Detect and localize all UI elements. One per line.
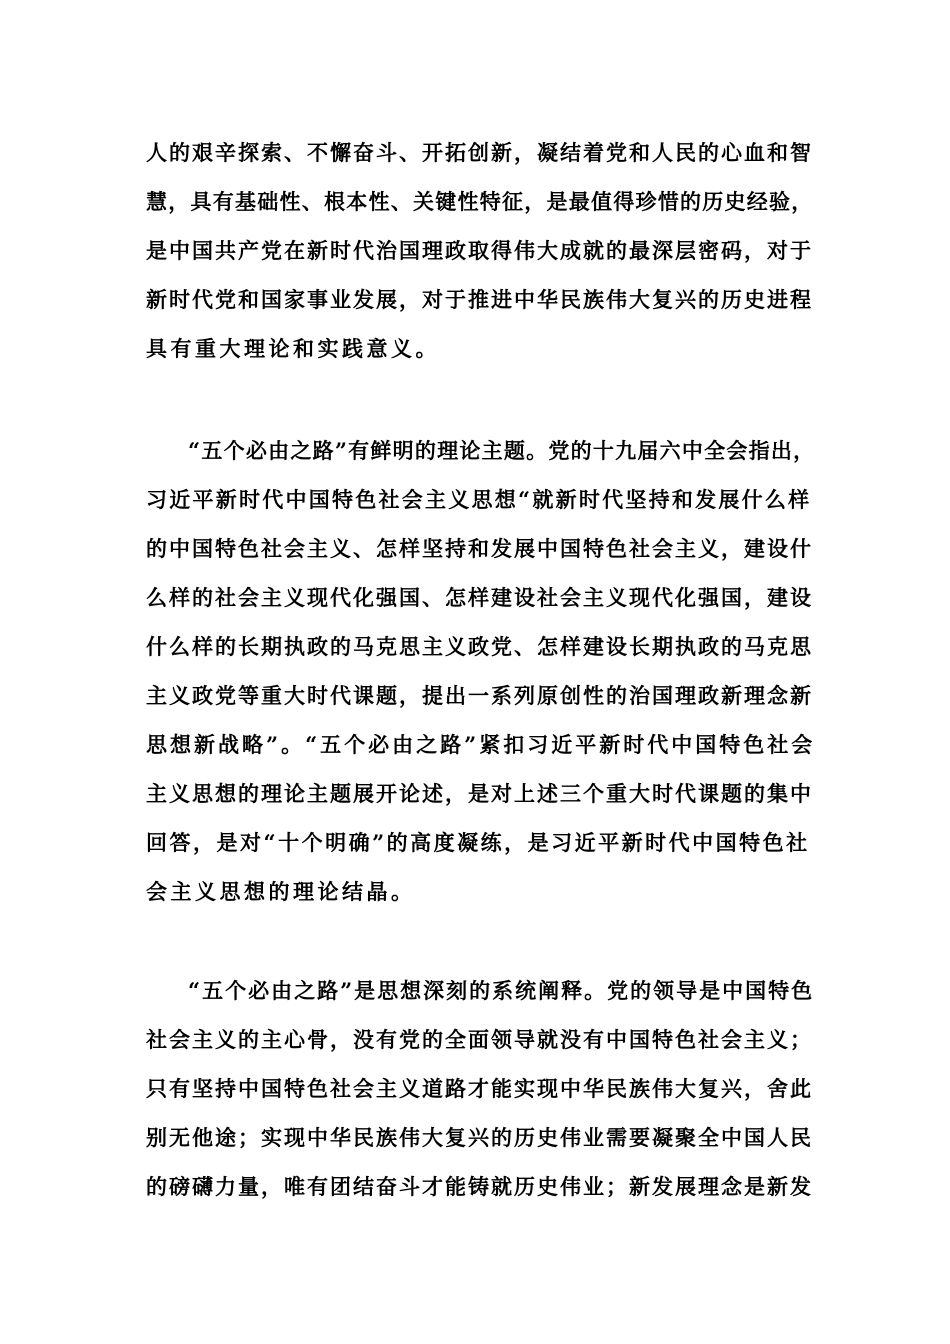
- paragraph-line: 只有坚持中国特色社会主义道路才能实现中华民族伟大复兴，舍此: [146, 1076, 813, 1101]
- paragraph-line: 社会主义的主心骨，没有党的全面领导就没有中国特色社会主义；: [146, 1027, 813, 1052]
- paragraph-line: 思想新战略”。“五个必由之路”紧扣习近平新时代中国特色社会: [146, 732, 816, 757]
- paragraph-line: 人的艰辛探索、不懈奋斗、开拓创新，凝结着党和人民的心血和智: [146, 140, 813, 165]
- paragraph-line: 主义政党等重大时代课题，提出一系列原创性的治国理政新理念新: [146, 683, 813, 708]
- paragraph-line: 习近平新时代中国特色社会主义思想“就新时代坚持和发展什么样: [146, 487, 812, 512]
- paragraph-line: 是中国共产党在新时代治国理政取得伟大成就的最深层密码，对于: [146, 238, 813, 263]
- paragraph-line: 具有重大理论和实践意义。: [146, 336, 440, 361]
- paragraph-line: “五个必由之路”是思想深刻的系统阐释。党的领导是中国特色: [188, 978, 815, 1003]
- paragraph-line: 新时代党和国家事业发展，对于推进中华民族伟大复兴的历史进程: [146, 287, 813, 312]
- paragraph-line: 么样的社会主义现代化强国、怎样建设社会主义现代化强国，建设: [146, 585, 813, 610]
- paragraph-line: 的中国特色社会主义、怎样坚持和发展中国特色社会主义，建设什: [146, 536, 813, 561]
- paragraph-line: 会主义思想的理论结晶。: [146, 879, 416, 904]
- paragraph-line: 什么样的长期执政的马克思主义政党、怎样建设长期执政的马克思: [146, 634, 813, 659]
- paragraph-line: 主义思想的理论主题展开论述，是对上述三个重大时代课题的集中: [146, 781, 813, 806]
- paragraph-line: 别无他途；实现中华民族伟大复兴的历史伟业需要凝聚全中国人民: [146, 1125, 813, 1150]
- paragraph-line: “五个必由之路”有鲜明的理论主题。党的十九届六中全会指出，: [188, 438, 816, 463]
- paragraph-line: 的磅礴力量，唯有团结奋斗才能铸就历史伟业；新发展理念是新发: [146, 1174, 813, 1199]
- paragraph-line: 慧，具有基础性、根本性、关键性特征，是最值得珍惜的历史经验，: [146, 189, 814, 214]
- paragraph-line: 回答，是对“十个明确”的高度凝练，是习近平新时代中国特色社: [146, 830, 810, 855]
